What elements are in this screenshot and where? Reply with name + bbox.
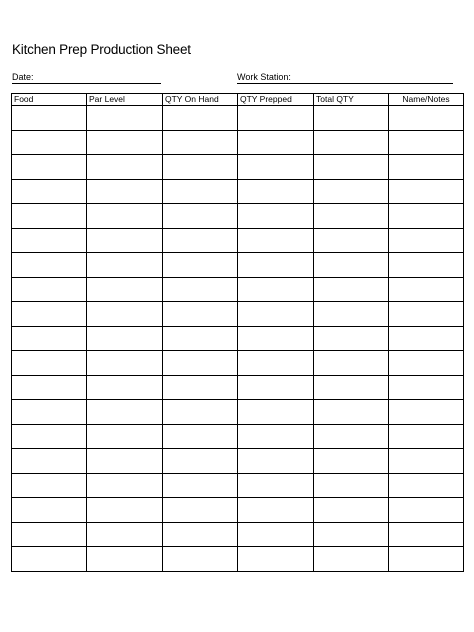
table-cell[interactable] (12, 351, 87, 376)
table-cell[interactable] (389, 130, 464, 155)
table-cell[interactable] (12, 228, 87, 253)
table-cell[interactable] (12, 253, 87, 278)
table-cell[interactable] (238, 547, 314, 572)
table-cell[interactable] (87, 302, 163, 327)
table-cell[interactable] (163, 547, 238, 572)
table-cell[interactable] (12, 155, 87, 180)
table-cell[interactable] (389, 277, 464, 302)
table-cell[interactable] (87, 130, 163, 155)
table-cell[interactable] (238, 400, 314, 425)
table-cell[interactable] (238, 179, 314, 204)
table-cell[interactable] (87, 498, 163, 523)
table-cell[interactable] (12, 473, 87, 498)
table-cell[interactable] (389, 547, 464, 572)
table-cell[interactable] (163, 204, 238, 229)
table-cell[interactable] (314, 130, 389, 155)
date-field[interactable] (12, 70, 161, 84)
table-cell[interactable] (314, 547, 389, 572)
table-cell[interactable] (87, 228, 163, 253)
table-cell[interactable] (163, 277, 238, 302)
table-cell[interactable] (87, 424, 163, 449)
table-row (12, 277, 464, 302)
table-cell[interactable] (12, 498, 87, 523)
table-cell[interactable] (389, 155, 464, 180)
table-cell[interactable] (163, 449, 238, 474)
table-row (12, 326, 464, 351)
table-cell[interactable] (314, 204, 389, 229)
table-cell[interactable] (389, 179, 464, 204)
table-row (12, 106, 464, 131)
table-cell[interactable] (238, 424, 314, 449)
table-row (12, 179, 464, 204)
table-cell[interactable] (389, 302, 464, 327)
table-row (12, 449, 464, 474)
table-cell[interactable] (389, 400, 464, 425)
table-cell[interactable] (87, 522, 163, 547)
column-header-qty-prepped: QTY Prepped (238, 94, 314, 106)
table-cell[interactable] (163, 351, 238, 376)
table-row (12, 155, 464, 180)
table-cell[interactable] (314, 473, 389, 498)
table-cell[interactable] (238, 277, 314, 302)
table-row (12, 228, 464, 253)
table-cell[interactable] (389, 351, 464, 376)
column-header-name-notes: Name/Notes (389, 94, 464, 106)
table-row (12, 400, 464, 425)
table-cell[interactable] (87, 400, 163, 425)
table-cell[interactable] (389, 449, 464, 474)
table-body (12, 106, 464, 572)
table-cell[interactable] (12, 130, 87, 155)
work-station-field[interactable] (237, 70, 453, 84)
table-cell[interactable] (87, 106, 163, 131)
table-cell[interactable] (163, 400, 238, 425)
table-cell[interactable] (238, 498, 314, 523)
table-cell[interactable] (389, 498, 464, 523)
table-cell[interactable] (163, 522, 238, 547)
table-cell[interactable] (314, 326, 389, 351)
table-cell[interactable] (163, 253, 238, 278)
prep-table (11, 93, 464, 572)
table-cell[interactable] (12, 400, 87, 425)
table-cell[interactable] (389, 228, 464, 253)
table-cell[interactable] (238, 253, 314, 278)
table-cell[interactable] (163, 155, 238, 180)
table-cell[interactable] (12, 522, 87, 547)
table-cell[interactable] (238, 302, 314, 327)
table-row (12, 130, 464, 155)
table-cell[interactable] (238, 106, 314, 131)
table-row (12, 253, 464, 278)
table-cell[interactable] (314, 522, 389, 547)
table-cell[interactable] (314, 302, 389, 327)
table-cell[interactable] (389, 253, 464, 278)
table-cell[interactable] (163, 424, 238, 449)
table-cell[interactable] (12, 179, 87, 204)
table-cell[interactable] (238, 351, 314, 376)
table-cell[interactable] (389, 106, 464, 131)
header-row (12, 94, 464, 106)
table-cell[interactable] (87, 547, 163, 572)
table-cell[interactable] (163, 106, 238, 131)
table-row (12, 375, 464, 400)
table-cell[interactable] (314, 351, 389, 376)
table-cell[interactable] (163, 375, 238, 400)
table-row (12, 351, 464, 376)
table-cell[interactable] (163, 302, 238, 327)
table-cell[interactable] (87, 253, 163, 278)
table-cell[interactable] (314, 155, 389, 180)
table-cell[interactable] (12, 547, 87, 572)
date-label: Date: (12, 72, 34, 82)
table-cell[interactable] (12, 106, 87, 131)
column-header-total-qty: Total QTY (314, 94, 389, 106)
table-cell[interactable] (87, 473, 163, 498)
table-cell[interactable] (314, 449, 389, 474)
table-row (12, 302, 464, 327)
table-cell[interactable] (163, 473, 238, 498)
table-cell[interactable] (314, 424, 389, 449)
table-cell[interactable] (163, 228, 238, 253)
table-cell[interactable] (238, 130, 314, 155)
table-cell[interactable] (389, 375, 464, 400)
table-cell[interactable] (163, 326, 238, 351)
table-row (12, 473, 464, 498)
table-cell[interactable] (238, 473, 314, 498)
table-cell[interactable] (163, 498, 238, 523)
table-cell[interactable] (314, 277, 389, 302)
table-cell[interactable] (314, 106, 389, 131)
table-row (12, 204, 464, 229)
table-cell[interactable] (238, 522, 314, 547)
table-cell[interactable] (87, 326, 163, 351)
table-cell[interactable] (238, 155, 314, 180)
table-row (12, 547, 464, 572)
table-cell[interactable] (314, 498, 389, 523)
table-cell[interactable] (87, 155, 163, 180)
table-cell[interactable] (389, 424, 464, 449)
table-cell[interactable] (314, 228, 389, 253)
work-station-label: Work Station: (237, 72, 291, 82)
table-cell[interactable] (314, 179, 389, 204)
table-cell[interactable] (87, 449, 163, 474)
table-cell[interactable] (389, 522, 464, 547)
table-cell[interactable] (87, 351, 163, 376)
table-cell[interactable] (314, 400, 389, 425)
table-cell[interactable] (238, 375, 314, 400)
table-cell[interactable] (238, 326, 314, 351)
table-cell[interactable] (238, 204, 314, 229)
table-cell[interactable] (238, 449, 314, 474)
column-header-qty-on-hand: QTY On Hand (163, 94, 238, 106)
table-cell[interactable] (87, 375, 163, 400)
table-cell[interactable] (389, 204, 464, 229)
table-cell[interactable] (12, 449, 87, 474)
column-header-par-level: Par Level (87, 94, 163, 106)
table-cell[interactable] (12, 375, 87, 400)
table-cell[interactable] (389, 326, 464, 351)
table-cell[interactable] (314, 375, 389, 400)
table-row (12, 522, 464, 547)
column-header-food: Food (12, 94, 87, 106)
table-cell[interactable] (163, 179, 238, 204)
table-cell[interactable] (314, 253, 389, 278)
table-cell[interactable] (87, 179, 163, 204)
table-cell[interactable] (12, 277, 87, 302)
table-row (12, 424, 464, 449)
table-cell[interactable] (87, 277, 163, 302)
table-cell[interactable] (12, 302, 87, 327)
page-title: Kitchen Prep Production Sheet (12, 42, 191, 57)
table-cell[interactable] (12, 204, 87, 229)
table-cell[interactable] (12, 424, 87, 449)
table-cell[interactable] (163, 130, 238, 155)
table-row (12, 498, 464, 523)
table-cell[interactable] (12, 326, 87, 351)
table-cell[interactable] (389, 473, 464, 498)
table-cell[interactable] (87, 204, 163, 229)
table-cell[interactable] (238, 228, 314, 253)
